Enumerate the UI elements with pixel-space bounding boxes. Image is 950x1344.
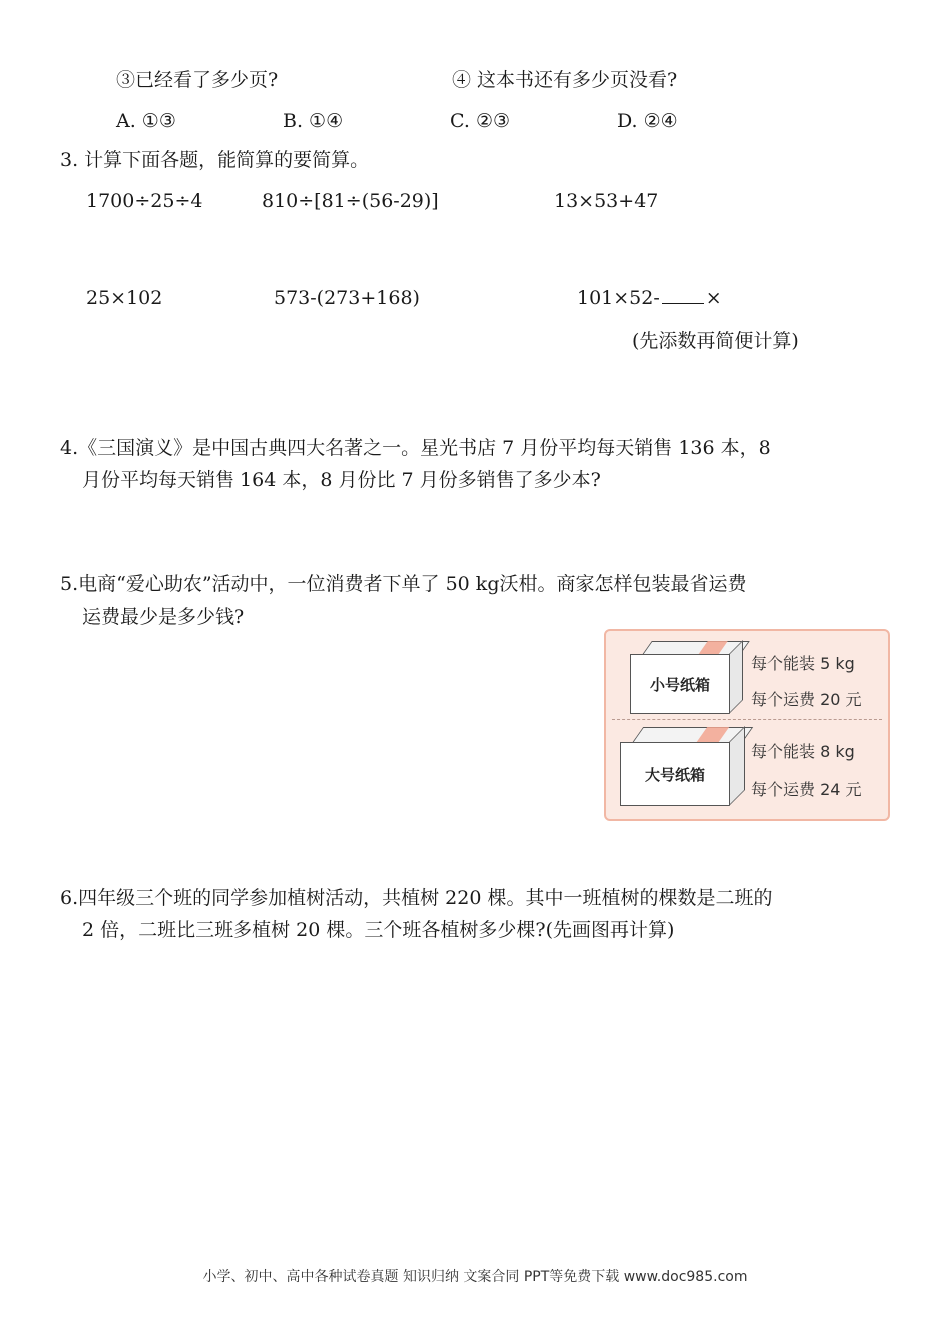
- small-box-label: 小号纸箱: [630, 654, 730, 714]
- q5-line-1: 5.电商“爱心助农”活动中，一位消费者下单了 50 kg沃柑。商家怎样包装最省运费: [60, 573, 747, 595]
- panel-divider: [612, 719, 882, 720]
- box-side: [729, 640, 743, 714]
- q3-note: (先添数再简便计算): [632, 330, 799, 352]
- box-side: [729, 726, 745, 806]
- q3-expr-6-suffix: ×: [705, 287, 722, 309]
- q2-choice-b: B. ①④: [283, 110, 344, 132]
- small-box-fee: 每个运费 20 元: [751, 690, 862, 709]
- q2-choice-d: D. ②④: [617, 110, 678, 132]
- q3-expr-4: 25×102: [86, 287, 163, 309]
- large-box-fee: 每个运费 24 元: [751, 780, 862, 799]
- q5-line-2: 运费最少是多少钱?: [82, 606, 245, 628]
- q3-expr-6: [577, 284, 722, 312]
- q3-expr-5: 573-(273+168): [274, 287, 420, 309]
- q2-choice-c: C. ②③: [450, 110, 511, 132]
- page-footer: 小学、初中、高中各种试卷真题 知识归纳 文案合同 PPT等免费下载 www.doc985.com: [202, 1269, 748, 1285]
- q2-option-3: ③已经看了多少页?: [116, 69, 279, 91]
- q3-expr-1: 1700÷25÷4: [86, 190, 203, 212]
- q3-expr-6-prefix: 101×52-: [577, 287, 660, 309]
- q6-line-2: 2 倍，二班比三班多植树 20 棵。三个班各植树多少棵?(先画图再计算): [82, 919, 675, 941]
- q4-line-1: 4.《三国演义》是中国古典四大名著之一。星光书店 7 月份平均每天销售 136 本，8: [60, 437, 771, 459]
- large-box-capacity: 每个能装 8 kg: [751, 742, 855, 761]
- q4-line-2: 月份平均每天销售 164 本，8 月份比 7 月份多销售了多少本?: [82, 469, 601, 491]
- q6-line-1: 6.四年级三个班的同学参加植树活动，共植树 220 棵。其中一班植树的棵数是二班的: [60, 887, 773, 909]
- q3-title: 3. 计算下面各题，能简算的要简算。: [60, 149, 370, 171]
- q3-expr-3: 13×53+47: [554, 190, 659, 212]
- q3-expr-2: 810÷[81÷(56-29)]: [262, 190, 439, 212]
- large-box-label: 大号纸箱: [620, 742, 730, 806]
- shipping-box-panel: [604, 629, 890, 821]
- small-box-capacity: 每个能装 5 kg: [751, 654, 855, 673]
- q2-option-4: ④ 这本书还有多少页没看?: [452, 69, 678, 91]
- q2-choice-a: A. ①③: [116, 110, 176, 132]
- fill-blank[interactable]: [662, 285, 704, 304]
